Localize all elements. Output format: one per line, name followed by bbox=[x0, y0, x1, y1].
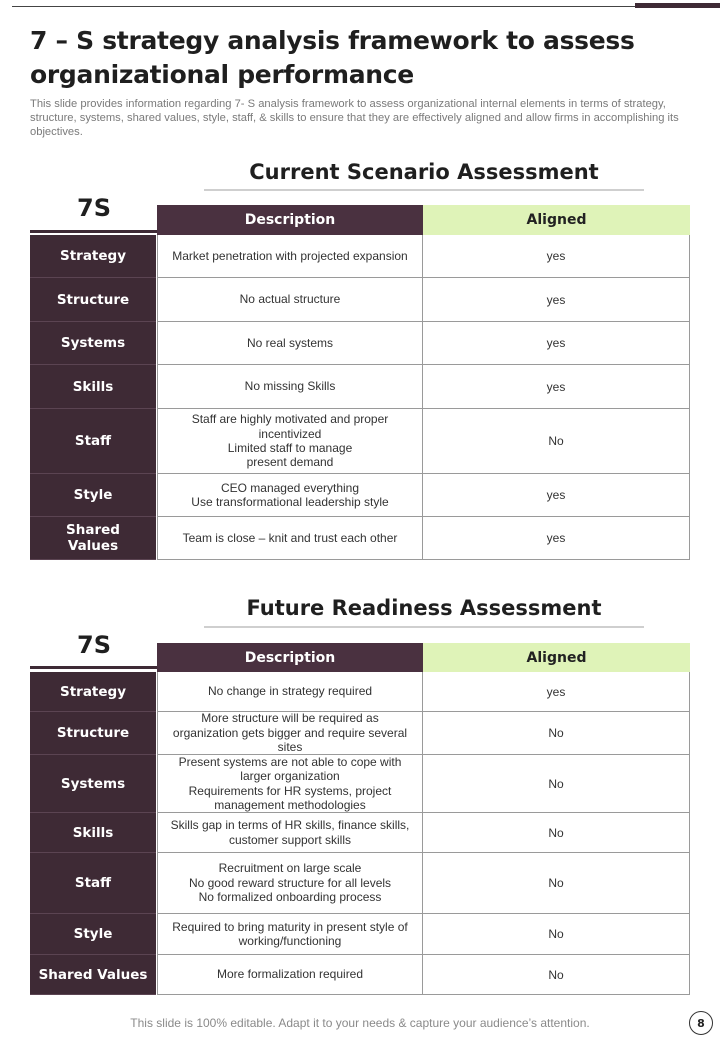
row-label: Structure bbox=[30, 278, 156, 322]
current-7s-label: 7S bbox=[77, 194, 111, 222]
future-heading-rule bbox=[204, 626, 644, 628]
top-rule bbox=[12, 6, 720, 7]
row-description: Required to bring maturity in present style of working/functioning bbox=[157, 914, 423, 955]
row-description: CEO managed everything Use transformational leadership style bbox=[157, 474, 423, 517]
top-accent-bar bbox=[635, 3, 720, 8]
row-description: No real systems bbox=[157, 322, 423, 365]
row-aligned: No bbox=[423, 955, 690, 995]
future-col-aligned: Aligned bbox=[423, 643, 690, 672]
table-row bbox=[30, 672, 690, 712]
current-col-aligned: Aligned bbox=[423, 205, 690, 235]
future-col-description: Description bbox=[157, 643, 423, 672]
future-7s-label: 7S bbox=[77, 631, 111, 659]
row-aligned: No bbox=[423, 813, 690, 853]
row-aligned: No bbox=[423, 755, 690, 813]
row-description: No actual structure bbox=[157, 278, 423, 322]
row-aligned: yes bbox=[423, 672, 690, 712]
row-label: Structure bbox=[30, 712, 156, 755]
row-aligned: No bbox=[423, 409, 690, 474]
row-label: Systems bbox=[30, 322, 156, 365]
table-row bbox=[30, 517, 690, 560]
row-label: Systems bbox=[30, 755, 156, 813]
page-number: 8 bbox=[689, 1011, 713, 1035]
row-label: Staff bbox=[30, 409, 156, 474]
row-description: No missing Skills bbox=[157, 365, 423, 409]
row-description: More formalization required bbox=[157, 955, 423, 995]
row-description: Skills gap in terms of HR skills, finance skills, customer support skills bbox=[157, 813, 423, 853]
row-aligned: No bbox=[423, 853, 690, 914]
current-table-header bbox=[157, 205, 690, 235]
row-label: Style bbox=[30, 914, 156, 955]
row-description: Present systems are not able to cope with larger organization Requirements for HR systems, project management methodologies bbox=[157, 755, 423, 813]
table-row bbox=[30, 813, 690, 853]
row-aligned: yes bbox=[423, 322, 690, 365]
row-description: Recruitment on large scale No good reward structure for all levels No formalized onboarding process bbox=[157, 853, 423, 914]
row-aligned: yes bbox=[423, 474, 690, 517]
table-row bbox=[30, 755, 690, 813]
future-table-header bbox=[157, 643, 690, 672]
footer-note: This slide is 100% editable. Adapt it to your needs & capture your audience’s attention. bbox=[130, 1016, 590, 1030]
row-aligned: yes bbox=[423, 517, 690, 560]
page-title: 7 – S strategy analysis framework to assess organizational performance bbox=[30, 26, 635, 89]
row-description: No change in strategy required bbox=[157, 672, 423, 712]
table-row bbox=[30, 474, 690, 517]
row-label: Skills bbox=[30, 813, 156, 853]
table-row bbox=[30, 955, 690, 995]
row-description: Team is close – knit and trust each other bbox=[157, 517, 423, 560]
row-label: Strategy bbox=[30, 672, 156, 712]
current-col-description: Description bbox=[157, 205, 423, 235]
row-label: Strategy bbox=[30, 235, 156, 278]
current-7s-rule bbox=[30, 230, 158, 233]
row-label: Shared Values bbox=[30, 517, 156, 560]
row-label: Style bbox=[30, 474, 156, 517]
row-label: Shared Values bbox=[30, 955, 156, 995]
table-row bbox=[30, 914, 690, 955]
table-row bbox=[30, 409, 690, 474]
future-section-heading: Future Readiness Assessment bbox=[246, 596, 602, 620]
row-description: Market penetration with projected expansion bbox=[157, 235, 423, 278]
table-row bbox=[30, 853, 690, 914]
row-aligned: yes bbox=[423, 235, 690, 278]
row-aligned: yes bbox=[423, 365, 690, 409]
row-label: Skills bbox=[30, 365, 156, 409]
table-row bbox=[30, 712, 690, 755]
future-table bbox=[30, 672, 690, 995]
row-aligned: No bbox=[423, 712, 690, 755]
page-subtitle: This slide provides information regarding 7- S analysis framework to assess organizational internal elements in terms of strategy, structure, systems, shared values, style, staff, & skills to ensure that they are effectively aligned and allow firms in accomplishing its objectives. bbox=[30, 98, 679, 138]
table-row bbox=[30, 365, 690, 409]
current-section-heading: Current Scenario Assessment bbox=[249, 160, 599, 184]
table-row bbox=[30, 278, 690, 322]
table-row bbox=[30, 235, 690, 278]
row-label: Staff bbox=[30, 853, 156, 914]
table-row bbox=[30, 322, 690, 365]
future-7s-rule bbox=[30, 666, 158, 669]
row-description: Staff are highly motivated and proper incentivized Limited staff to manage present demand bbox=[157, 409, 423, 474]
current-heading-rule bbox=[204, 189, 644, 191]
row-description: More structure will be required as organization gets bigger and require several sites bbox=[157, 712, 423, 755]
row-aligned: yes bbox=[423, 278, 690, 322]
current-table bbox=[30, 235, 690, 560]
row-aligned: No bbox=[423, 914, 690, 955]
